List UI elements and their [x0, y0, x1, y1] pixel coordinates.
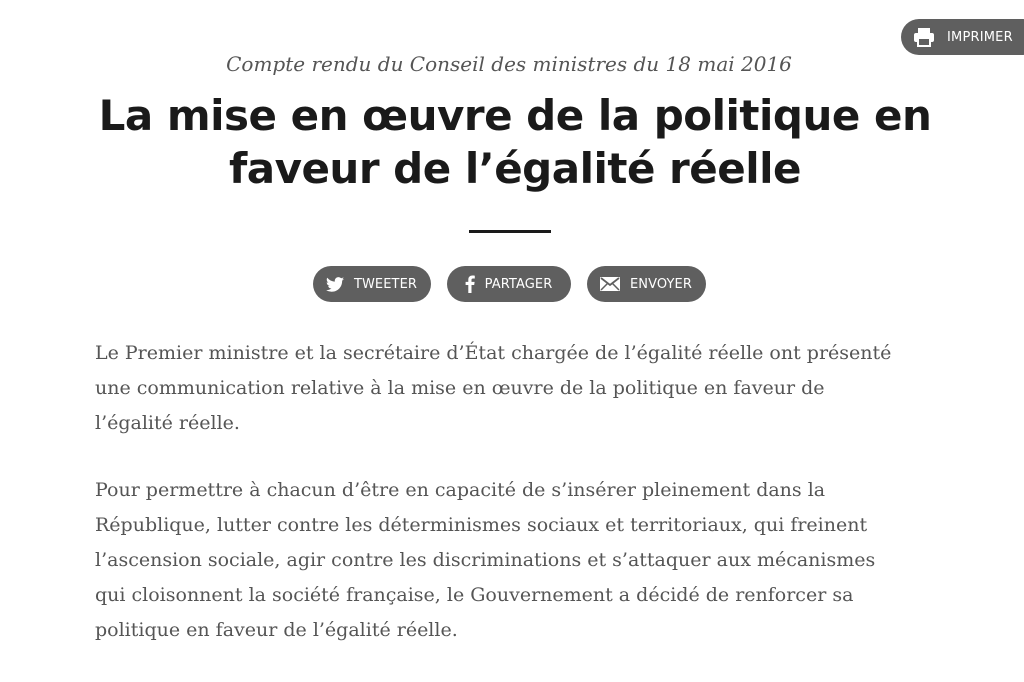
email-button-label: ENVOYER — [629, 276, 692, 292]
facebook-f-icon — [465, 275, 475, 293]
paragraph-line: une communication relative à la mise en œuvre de la politique en faveur de — [95, 377, 825, 399]
article-paragraph — [95, 336, 935, 441]
article-paragraph — [95, 473, 935, 648]
tweet-button[interactable] — [313, 266, 431, 302]
envelope-icon — [600, 277, 620, 291]
paragraph-line: l’ascension sociale, agir contre les discriminations et s’attaquer aux mécanismes — [95, 549, 876, 571]
article-kicker: Compte rendu du Conseil des ministres du 18 mai 2016 — [226, 52, 792, 76]
paragraph-line: Pour permettre à chacun d’être en capacité de s’insérer pleinement dans la — [95, 479, 826, 501]
printer-icon — [913, 27, 935, 47]
article-title-line: faveur de l’égalité réelle — [228, 144, 802, 193]
print-button[interactable] — [901, 19, 1024, 55]
paragraph-line: Le Premier ministre et la secrétaire d’État chargée de l’égalité réelle ont présenté — [95, 342, 892, 364]
tweet-button-label: TWEETER — [353, 276, 418, 292]
title-divider — [469, 230, 551, 233]
article-title-line: La mise en œuvre de la politique en — [98, 91, 932, 140]
print-button-label: IMPRIMER — [947, 29, 1013, 45]
paragraph-line: l’égalité réelle. — [95, 412, 240, 434]
share-buttons — [0, 266, 1018, 302]
twitter-bird-icon — [326, 277, 344, 292]
share-facebook-button[interactable] — [447, 266, 571, 302]
paragraph-line: République, lutter contre les déterminismes sociaux et territoriaux, qui freinent — [95, 514, 868, 536]
paragraph-line: qui cloisonnent la société française, le Gouvernement a décidé de renforcer sa — [95, 584, 854, 606]
share-button-label: PARTAGER — [484, 276, 553, 292]
email-button[interactable] — [587, 266, 706, 302]
paragraph-line: politique en faveur de l’égalité réelle. — [95, 619, 458, 641]
article-title — [60, 89, 970, 195]
